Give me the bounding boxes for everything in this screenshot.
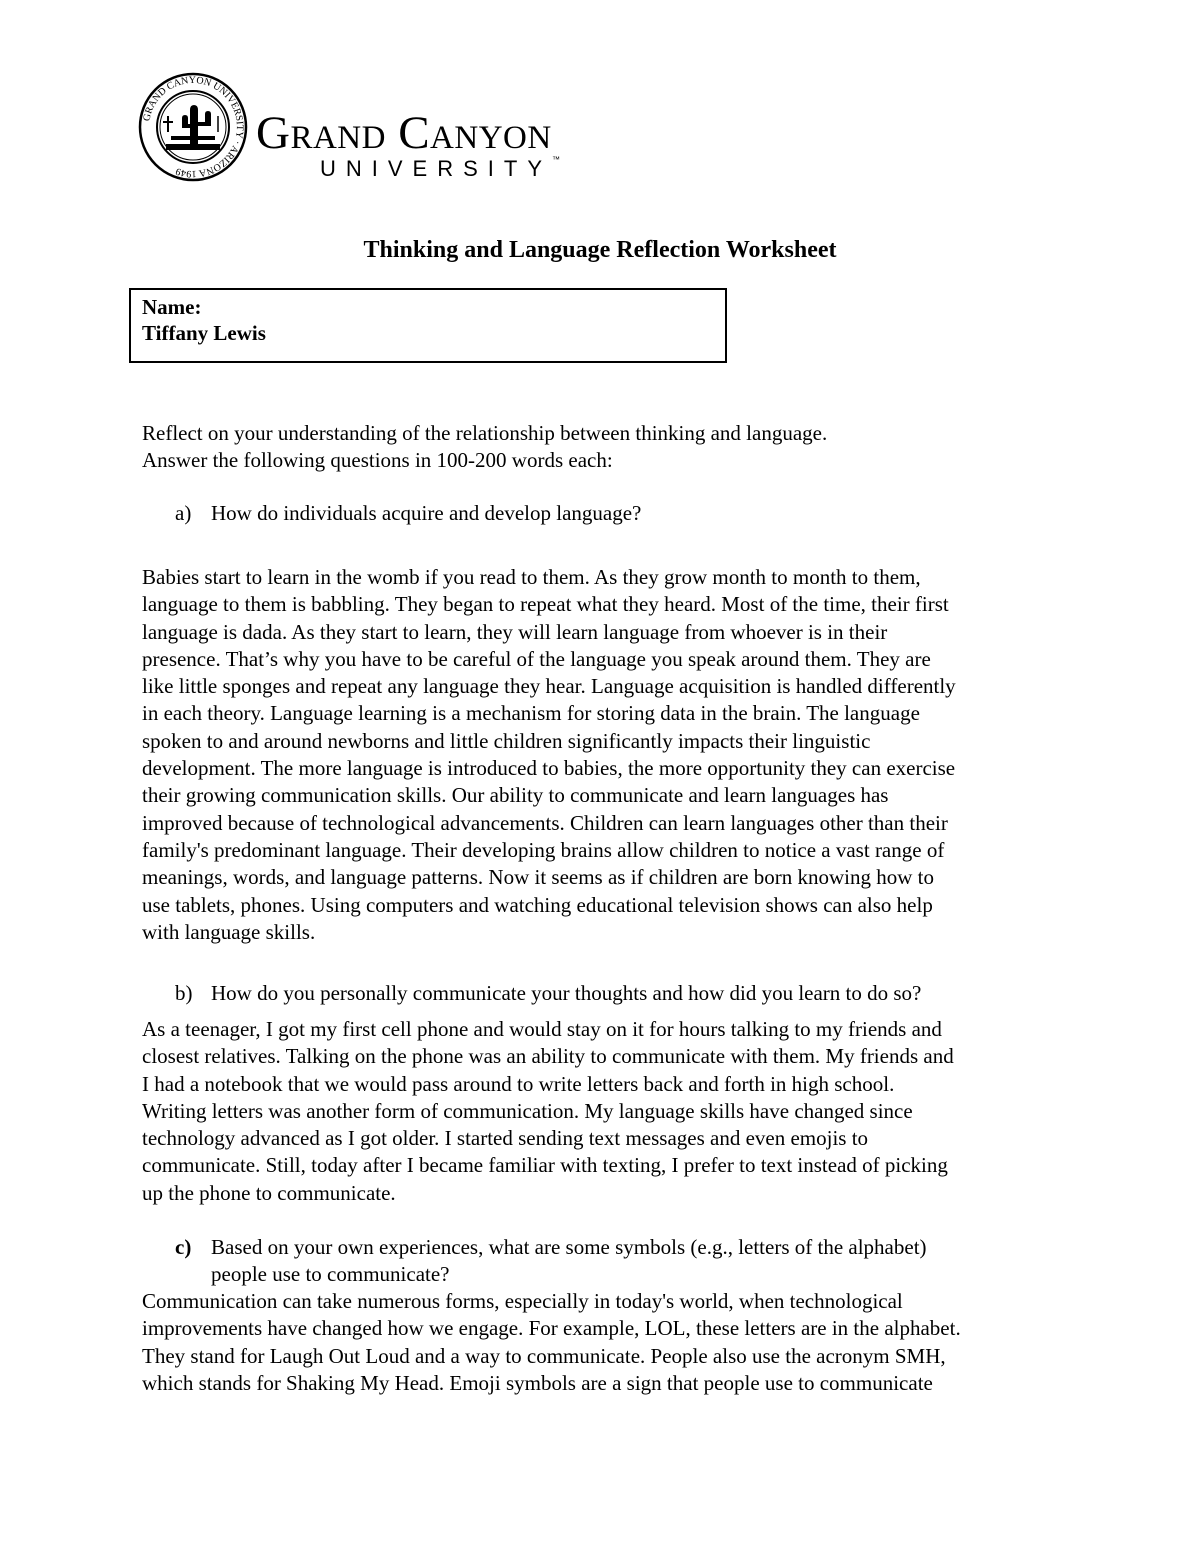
answer-line: closest relatives. Talking on the phone was an ability to communicate with them. My friends and xyxy=(142,1044,954,1069)
instruction-line: Reflect on your understanding of the relationship between thinking and language. xyxy=(142,421,828,445)
answer-line: As a teenager, I got my first cell phone and would stay on it for hours talking to my friends and xyxy=(142,1017,942,1041)
trademark-symbol: ™ xyxy=(552,155,561,164)
answer-line: language to them is babbling. They began to repeat what they heard. Most of the time, their first xyxy=(142,592,949,617)
answer-line: improved because of technological advancements. Children can learn languages other than their xyxy=(142,810,948,835)
answer-line: with language skills. xyxy=(142,919,316,944)
answer-c xyxy=(142,1288,1082,1397)
question-text: How do individuals acquire and develop language? xyxy=(211,501,642,525)
answer-line: language is dada. As they start to learn, they will learn language from whoever is in their xyxy=(142,619,888,644)
name-box xyxy=(129,288,727,363)
answer-line: Babies start to learn in the womb if you read to them. As they grow month to month to them, xyxy=(142,565,921,589)
university-logo xyxy=(138,72,638,184)
answer-line: spoken to and around newborns and little children significantly impacts their linguistic xyxy=(142,728,871,753)
university-seal-icon xyxy=(138,72,248,182)
answer-b xyxy=(142,1016,1082,1207)
answer-line: They stand for Laugh Out Loud and a way to communicate. People also use the acronym SMH, xyxy=(142,1343,946,1368)
svg-text:GRAND CANYON UNIVERSITY · ARIZ: GRAND CANYON UNIVERSITY · ARIZONA 1949 xyxy=(141,74,246,180)
worksheet-title: Thinking and Language Reflection Worksheet xyxy=(363,237,837,263)
question-text-line: Based on your own experiences, what are some symbols (e.g., letters of the alphabet) xyxy=(211,1235,927,1259)
answer-line: like little sponges and repeat any language they hear. Language acquisition is handled differently xyxy=(142,674,956,699)
question-text: How do you personally communicate your thoughts and how did you learn to do so? xyxy=(211,981,922,1005)
answer-line: Communication can take numerous forms, especially in today's world, when technological xyxy=(142,1289,903,1313)
name-label: Name: xyxy=(142,295,202,319)
answer-line: presence. That’s why you have to be careful of the language you speak around them. They are xyxy=(142,646,931,671)
answer-line: family's predominant language. Their developing brains allow children to notice a vast range of xyxy=(142,837,945,862)
answer-line: Writing letters was another form of communication. My language skills have changed since xyxy=(142,1098,913,1123)
answer-line: up the phone to communicate. xyxy=(142,1180,396,1205)
question-text xyxy=(211,1234,1061,1289)
answer-line: improvements have changed how we engage. For example, LOL, these letters are in the alphabet. xyxy=(142,1316,961,1341)
answer-line: communicate. Still, today after I became familiar with texting, I prefer to text instead of picking xyxy=(142,1153,948,1178)
question-letter: b) xyxy=(175,981,193,1005)
question-text-line: people use to communicate? xyxy=(211,1262,450,1287)
answer-line: technology advanced as I got older. I started sending text messages and even emojis to xyxy=(142,1126,869,1151)
answer-line: their growing communication skills. Our ability to communicate and learn languages has xyxy=(142,783,889,808)
answer-line: which stands for Shaking My Head. Emoji symbols are a sign that people use to communicate xyxy=(142,1370,933,1395)
answer-line: I had a notebook that we would pass around to write letters back and forth in high school. xyxy=(142,1071,895,1096)
instruction-line: Answer the following questions in 100-200 words each: xyxy=(142,448,613,473)
answer-line: development. The more language is introduced to babies, the more opportunity they can exercise xyxy=(142,756,956,781)
answer-line: meanings, words, and language patterns. Now it seems as if children are born knowing how to xyxy=(142,865,934,890)
university-name-line1: Grand Canyon xyxy=(256,107,552,159)
university-name-line2: UNIVERSITY™ xyxy=(320,155,561,181)
answer-line: in each theory. Language learning is a mechanism for storing data in the brain. The language xyxy=(142,701,920,726)
question-letter: a) xyxy=(175,501,192,525)
answer-a xyxy=(142,564,1082,946)
name-value: Tiffany Lewis xyxy=(142,321,266,345)
question-letter: c) xyxy=(175,1235,192,1259)
answer-line: use tablets, phones. Using computers and watching educational television shows can also help xyxy=(142,892,933,917)
instructions xyxy=(142,420,1082,475)
